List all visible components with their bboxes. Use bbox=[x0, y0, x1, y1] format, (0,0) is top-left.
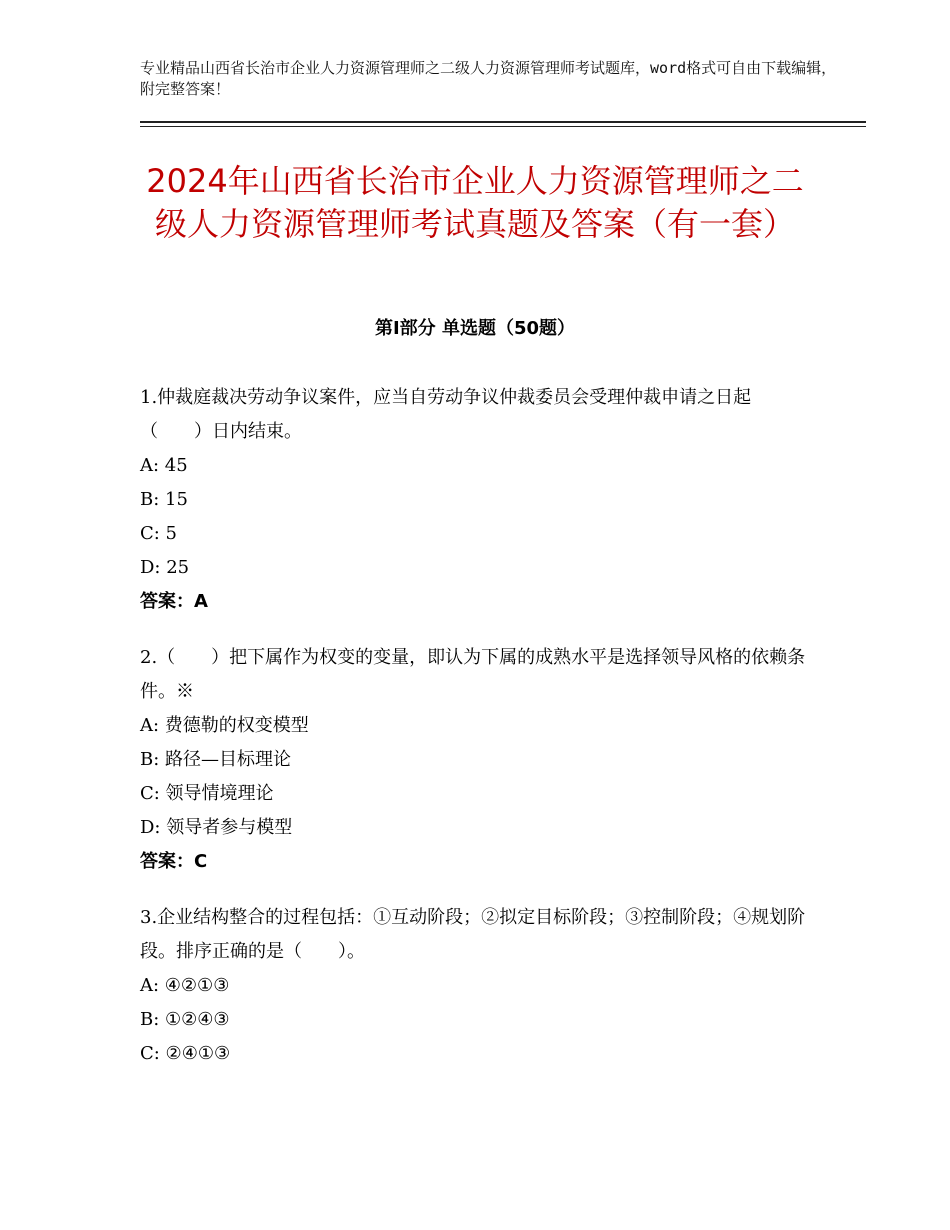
option-c: C: 领导情境理论 bbox=[140, 783, 274, 804]
answer: 答案：A bbox=[140, 591, 208, 612]
question-1 bbox=[140, 381, 810, 619]
question-2 bbox=[140, 641, 810, 879]
answer: 答案：C bbox=[140, 851, 208, 872]
option-b: B: ①②④③ bbox=[140, 1009, 230, 1030]
document-title: 2024年山西省长治市企业人力资源管理师之二级人力资源管理师考试真题及答案（有一套） bbox=[146, 162, 804, 243]
option-a: A: 45 bbox=[140, 455, 188, 476]
question-stem: 3.企业结构整合的过程包括：①互动阶段；②拟定目标阶段；③控制阶段；④规划阶段。排序正确的是（ ）。 bbox=[140, 907, 806, 962]
header-rule-thick bbox=[140, 121, 866, 123]
section-title: 第Ⅰ部分 单选题（50题） bbox=[374, 318, 575, 339]
header-rule-thin bbox=[140, 126, 866, 127]
option-d: D: 领导者参与模型 bbox=[140, 817, 293, 838]
option-d: D: 25 bbox=[140, 557, 190, 578]
option-a: A: 费德勒的权变模型 bbox=[140, 715, 309, 736]
question-stem: 2.（ ）把下属作为权变的变量，即认为下属的成熟水平是选择领导风格的依赖条件。※ bbox=[140, 647, 806, 702]
option-a: A: ④②①③ bbox=[140, 975, 230, 996]
question-list bbox=[140, 381, 810, 1093]
question-3 bbox=[140, 901, 810, 1071]
option-b: B: 路径—目标理论 bbox=[140, 749, 292, 770]
option-c: C: ②④①③ bbox=[140, 1043, 231, 1064]
question-stem: 1.仲裁庭裁决劳动争议案件，应当自劳动争议仲裁委员会受理仲裁申请之日起（ ）日内结束。 bbox=[140, 387, 752, 442]
option-c: C: 5 bbox=[140, 523, 178, 544]
header-note: 专业精品山西省长治市企业人力资源管理师之二级人力资源管理师考试题库，word格式可自由下载编辑，附完整答案！ bbox=[140, 59, 837, 98]
option-b: B: 15 bbox=[140, 489, 188, 510]
